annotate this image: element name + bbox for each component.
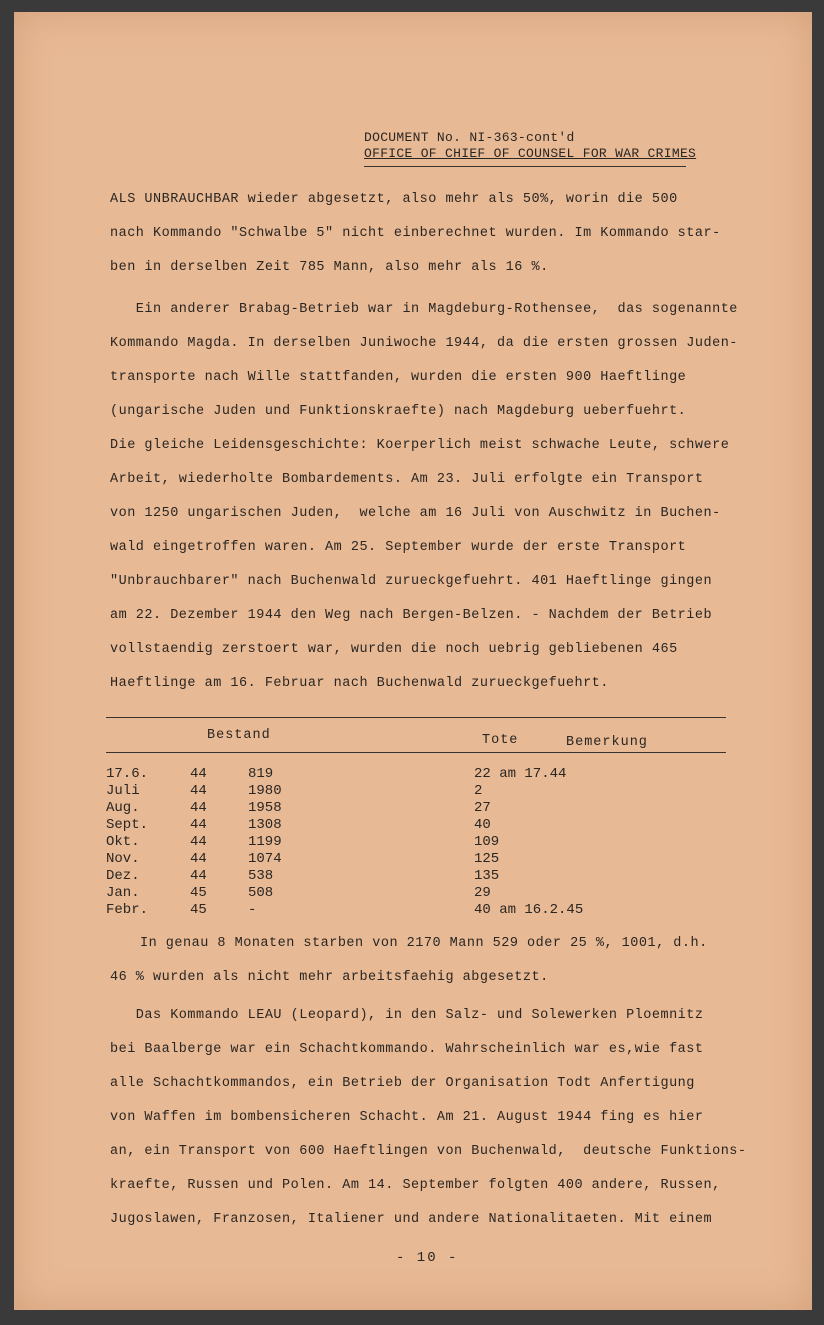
cell-count: 1958 <box>248 800 282 816</box>
cell-count: 819 <box>248 766 274 782</box>
cell-year: 45 <box>190 902 207 918</box>
paragraph-4 <box>110 1008 747 1246</box>
cell-count: 1980 <box>248 783 282 799</box>
text-line: wald eingetroffen waren. Am 25. September wurde der erste Transport <box>110 540 687 555</box>
cell-dead: 2 <box>474 783 483 799</box>
table-row <box>106 817 491 834</box>
text-line: 46 % wurden als nicht mehr arbeitsfaehig abgesetzt. <box>110 970 549 985</box>
text-line: bei Baalberge war ein Schachtkommando. Wahrscheinlich war es,wie fast <box>110 1042 704 1057</box>
cell-year: 45 <box>190 885 207 901</box>
cell-month: Dez. <box>106 868 140 884</box>
text-line: nach Kommando "Schwalbe 5" nicht einberechnet wurden. Im Kommando star- <box>110 226 721 241</box>
table-top-rule <box>106 717 726 718</box>
text-line: Die gleiche Leidensgeschichte: Koerperlich meist schwache Leute, schwere <box>110 438 730 453</box>
cell-count: 1308 <box>248 817 282 833</box>
text-line: Arbeit, wiederholte Bombardements. Am 23. Juli erfolgte ein Transport <box>110 472 704 487</box>
paragraph-3-cont <box>110 970 730 1004</box>
cell-month: 17.6. <box>106 766 149 782</box>
paragraph-3 <box>140 936 730 970</box>
column-header-bestand: Bestand <box>207 728 271 743</box>
text-line: In genau 8 Monaten starben von 2170 Mann 529 oder 25 %, 1001, d.h. <box>140 936 708 951</box>
text-line: ben in derselben Zeit 785 Mann, also mehr als 16 %. <box>110 260 549 275</box>
cell-dead: 125 <box>474 851 500 867</box>
text-line: alle Schachtkommandos, ein Betrieb der Organisation Todt Anfertigung <box>110 1076 695 1091</box>
text-line: ALS UNBRAUCHBAR wieder abgesetzt, also mehr als 50%, worin die 500 <box>110 192 678 207</box>
cell-year: 44 <box>190 868 207 884</box>
table-row <box>106 766 567 783</box>
cell-month: Jan. <box>106 885 140 901</box>
text-line: von Waffen im bombensicheren Schacht. Am 21. August 1944 fing es hier <box>110 1110 704 1125</box>
text-line: transporte nach Wille stattfanden, wurden die ersten 900 Haeftlinge <box>110 370 687 385</box>
paragraph-2 <box>110 302 738 710</box>
cell-year: 44 <box>190 766 207 782</box>
table-row <box>106 902 584 919</box>
cell-year: 44 <box>190 800 207 816</box>
document-header <box>364 130 696 162</box>
text-line: von 1250 ungarischen Juden, welche am 16 Juli von Auschwitz in Buchen- <box>110 506 721 521</box>
text-line: (ungarische Juden und Funktionskraefte) nach Magdeburg ueberfuehrt. <box>110 404 687 419</box>
table-row <box>106 834 500 851</box>
cell-month: Sept. <box>106 817 149 833</box>
text-line: "Unbrauchbarer" nach Buchenwald zurueckgefuehrt. 401 Haeftlinge gingen <box>110 574 713 589</box>
text-line: Das Kommando LEAU (Leopard), in den Salz- und Solewerken Ploemnitz <box>110 1008 704 1023</box>
cell-dead: 29 <box>474 885 491 901</box>
text-line: an, ein Transport von 600 Haeftlingen von Buchenwald, deutsche Funktions- <box>110 1144 747 1159</box>
text-line: vollstaendig zerstoert war, wurden die noch uebrig gebliebenen 465 <box>110 642 678 657</box>
cell-month: Febr. <box>106 902 149 918</box>
cell-month: Juli <box>106 783 140 799</box>
paragraph-1 <box>110 192 730 294</box>
page-number: - 10 - <box>396 1250 459 1266</box>
cell-year: 44 <box>190 817 207 833</box>
table-row <box>106 868 500 885</box>
cell-month: Okt. <box>106 834 140 850</box>
cell-count: 508 <box>248 885 274 901</box>
table-row <box>106 851 500 868</box>
cell-count: 1074 <box>248 851 282 867</box>
cell-dead: 40 <box>474 817 491 833</box>
column-header-tote: Tote <box>482 733 519 748</box>
cell-dead: 27 <box>474 800 491 816</box>
table-row <box>106 885 491 902</box>
text-line: kraefte, Russen und Polen. Am 14. September folgten 400 andere, Russen, <box>110 1178 721 1193</box>
text-line: Jugoslawen, Franzosen, Italiener und andere Nationalitaeten. Mit einem <box>110 1212 713 1227</box>
cell-year: 44 <box>190 834 207 850</box>
text-line: am 22. Dezember 1944 den Weg nach Bergen-Belzen. - Nachdem der Betrieb <box>110 608 713 623</box>
text-line: Kommando Magda. In derselben Juniwoche 1944, da die ersten grossen Juden- <box>110 336 738 351</box>
cell-count: - <box>248 902 257 918</box>
cell-count: 538 <box>248 868 274 884</box>
document-number: DOCUMENT No. NI-363-cont'd <box>364 130 575 145</box>
text-line: Haeftlinge am 16. Februar nach Buchenwald zurueckgefuehrt. <box>110 676 609 691</box>
cell-year: 44 <box>190 783 207 799</box>
cell-year: 44 <box>190 851 207 867</box>
table-header-rule <box>106 752 726 753</box>
header-underline <box>364 166 686 167</box>
cell-dead: 22 am 17.44 <box>474 766 567 782</box>
column-header-bemerkung: Bemerkung <box>566 735 648 750</box>
cell-month: Aug. <box>106 800 140 816</box>
table-row <box>106 783 483 800</box>
cell-dead: 109 <box>474 834 500 850</box>
cell-count: 1199 <box>248 834 282 850</box>
cell-dead: 135 <box>474 868 500 884</box>
cell-dead: 40 am 16.2.45 <box>474 902 584 918</box>
text-line: Ein anderer Brabag-Betrieb war in Magdeburg-Rothensee, das sogenannte <box>110 302 738 317</box>
cell-month: Nov. <box>106 851 140 867</box>
table-row <box>106 800 491 817</box>
office-title: OFFICE OF CHIEF OF COUNSEL FOR WAR CRIMES <box>364 146 697 161</box>
